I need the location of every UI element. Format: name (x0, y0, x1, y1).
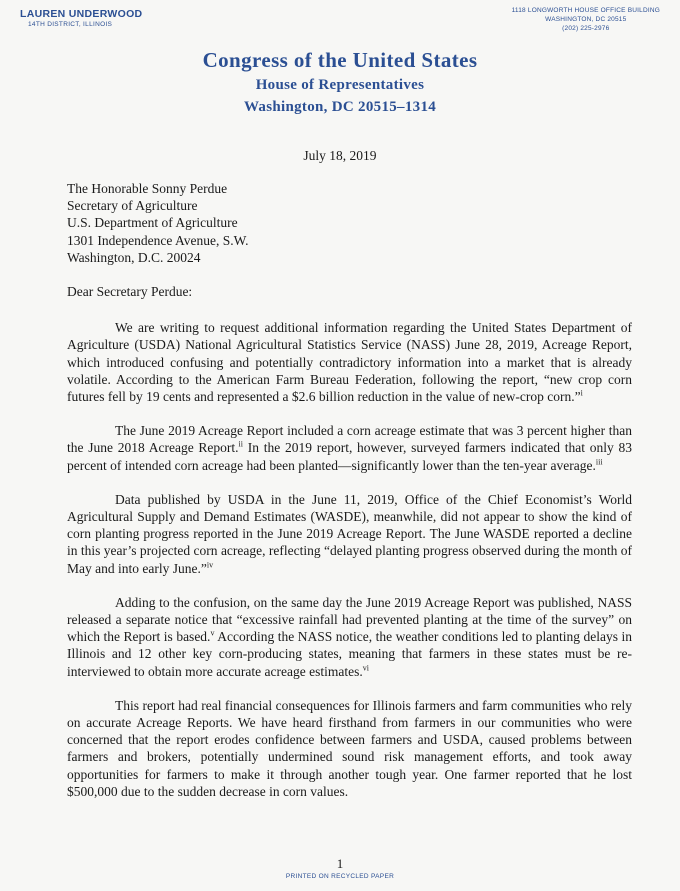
masthead-house: House of Representatives (255, 77, 425, 93)
recipient-line: U.S. Department of Agriculture (67, 215, 238, 231)
recipient-line: Washington, D.C. 20024 (67, 249, 201, 265)
paragraph: Data published by USDA in the June 11, 2019, Office of the Chief Economist’s World Agricultural Supply and Demand Estimates (WASDE), meanwhile, did not appear to show the kind of corn planting progress reported in the June 2019 Acreage Report. The June WASDE reported a decline in this year’s projected corn acreage, reflecting “delayed planting progress observed during the month of May and into early June.”$^{iv}$ (67, 491, 632, 576)
footnote-ref: vi (362, 663, 369, 673)
recipient-line: Secretary of Agriculture (67, 198, 198, 214)
paragraph: The June 2019 Acreage Report included a corn acreage estimate that was 3 percent higher than the June 2018 Acreage Report.$^{ii}$ In the 2019 report, however, surveyed farmers indicated that only 83 percent of intended corn acreage had been planted—significantly lower than the ten-year average.$^{iii}$ (67, 423, 632, 473)
office-building: 1118 LONGWORTH HOUSE OFFICE BUILDING (511, 7, 660, 14)
recipient-line: The Honorable Sonny Perdue (67, 181, 228, 196)
office-phone: (202) 225-2976 (562, 25, 610, 32)
recycled-paper-note: PRINTED ON RECYCLED PAPER (285, 873, 395, 880)
member-name: LAUREN UNDERWOOD (20, 8, 143, 20)
member-header (20, 8, 142, 28)
salutation: Dear Secretary Perdue: (67, 284, 193, 300)
paragraph: We are writing to request additional information regarding the United States Department of Agriculture (USDA) National Agricultural Statistics Service (NASS) June 28, 2019, Acreage Report, which introduced confusing and potentially contradictory information into a market that is already volatile. According to the American Farm Bureau Federation, following the report, “new crop corn futures fell by 19 cents and represented a $2.6 billion reduction in the value of new-crop corn.”$^i$ (67, 320, 632, 405)
paragraph: This report had real financial consequences for Illinois farmers and farm communities who rely on accurate Acreage Reports. We have heard firsthand from farmers in our communities who were concerned that the report erodes confidence between farmers and USDA, caused problems between farmers and brokers, potentially undermined sound risk management efforts, and took away opportunities for farmers to make it through another tough year. One farmer reported that he lost $500,000 due to the sudden decrease in corn values. (67, 697, 632, 799)
masthead (0, 48, 680, 117)
letter-date: July 18, 2019 (303, 148, 377, 163)
masthead-address: Washington, DC 20515–1314 (243, 99, 437, 115)
footnote-ref: iv (206, 560, 214, 570)
recipient-line: 1301 Independence Avenue, S.W. (67, 232, 249, 248)
letter-body (67, 180, 632, 800)
member-district: 14TH DISTRICT, ILLINOIS (28, 21, 113, 28)
footnote-ref: v (210, 628, 215, 638)
footnote-ref: i (580, 388, 583, 398)
paragraph: Adding to the confusion, on the same day the June 2019 Acreage Report was published, NASS released a separate notice that “excessive rainfall had prevented planting at the time of the survey” on which the Report is based.$^v$ According the NASS notice, the weather conditions led to planting delays in Illinois and 12 other key corn-producing states, meaning that farmers in these states must be re-interviewed to obtain more accurate acreage estimates.$^{vi}$ (67, 594, 632, 679)
masthead-congress: Congress of the United States (202, 48, 478, 72)
office-city: WASHINGTON, DC 20515 (545, 16, 627, 23)
footnote-ref: iii (595, 457, 603, 467)
office-address (512, 6, 660, 33)
footnote-ref: ii (238, 439, 243, 449)
recipient-address (67, 180, 632, 266)
page-number: 1 (336, 856, 344, 871)
